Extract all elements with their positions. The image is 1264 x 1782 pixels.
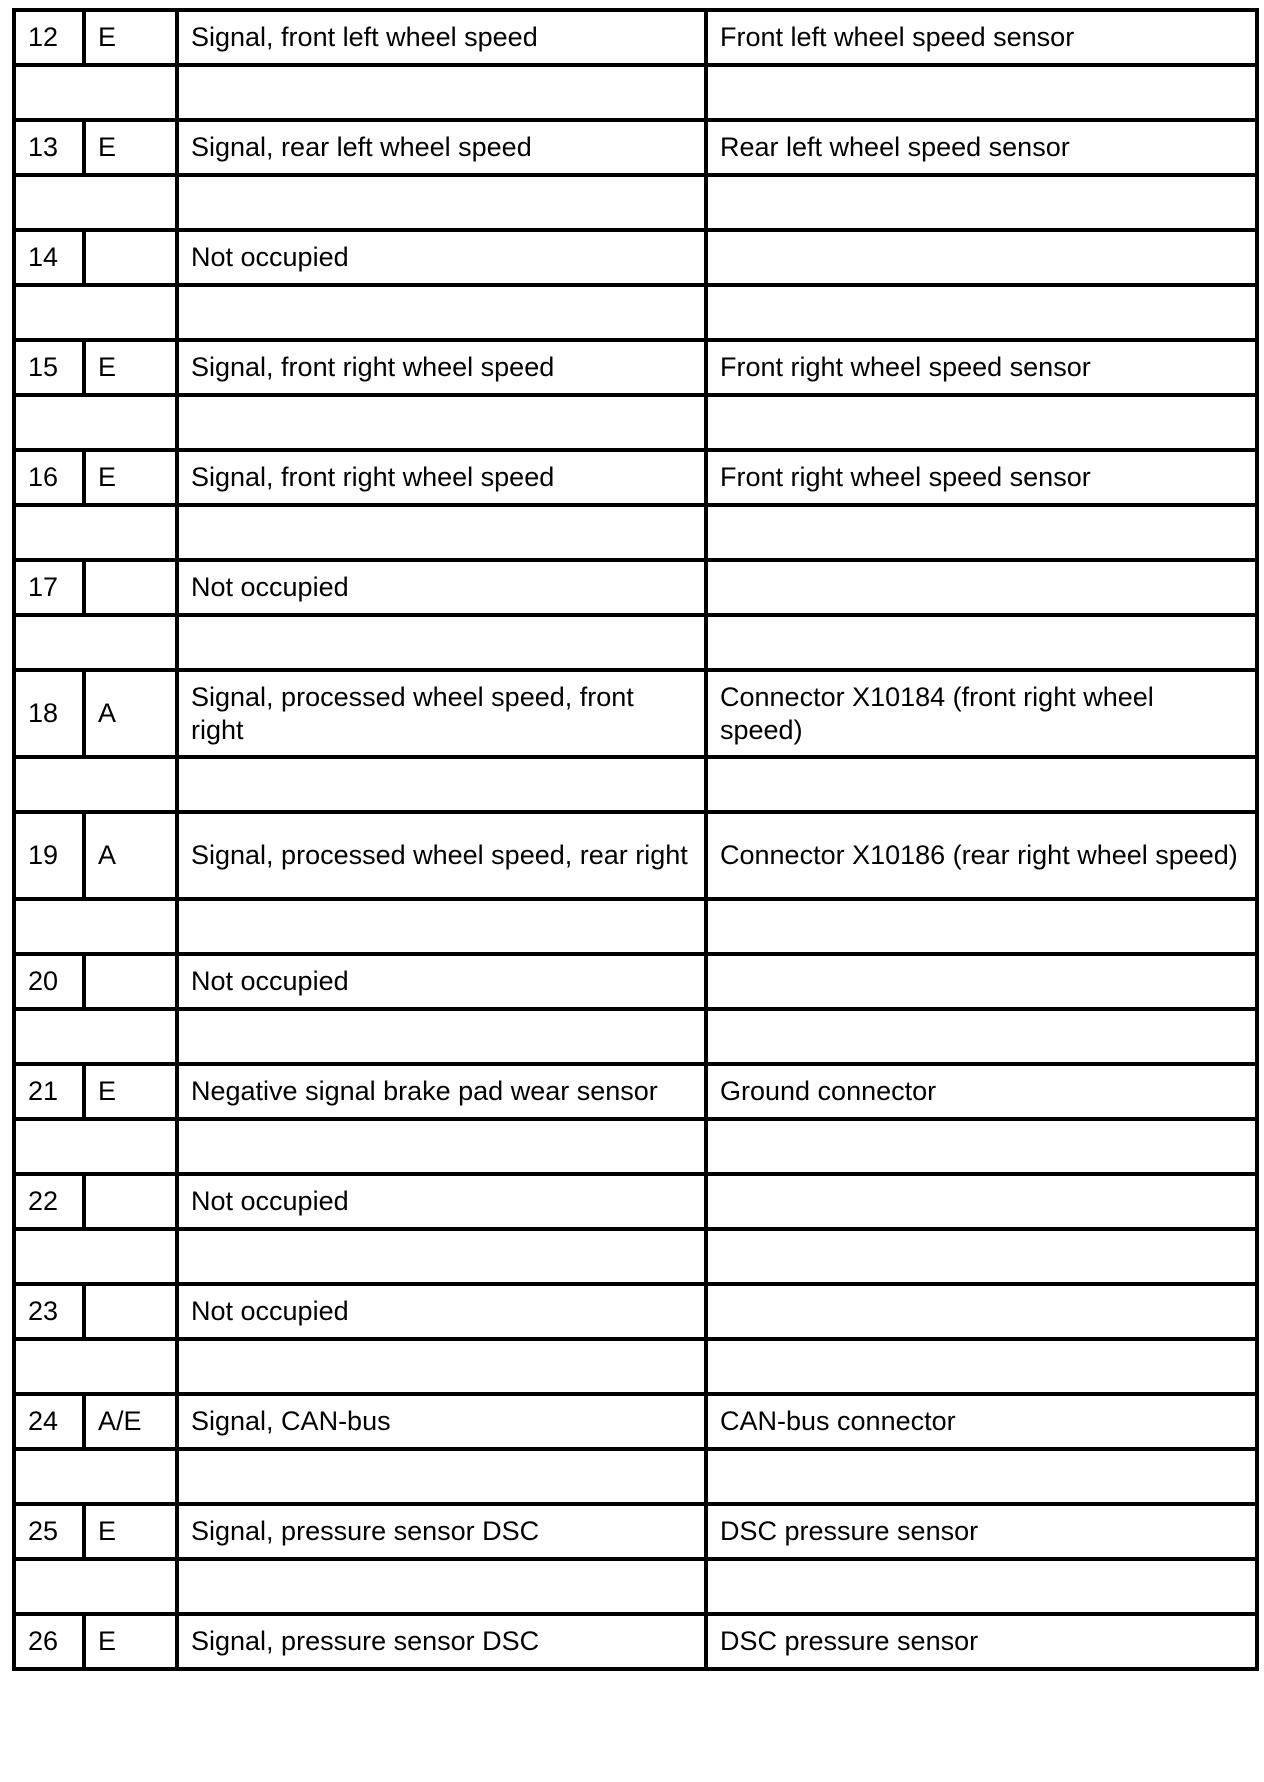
pin-connection: Ground connector [706,1064,1257,1119]
pin-assignment-table [12,8,1259,1671]
pin-description: Signal, pressure sensor DSC [177,1504,706,1559]
pin-description: Signal, processed wheel speed, front right [177,670,706,757]
pin-description: Negative signal brake pad wear sensor [177,1064,706,1119]
pin-number: 18 [14,670,84,757]
spacer-row [14,175,1257,230]
pin-connection [706,560,1257,615]
table-row [14,1284,1257,1339]
spacer-row [14,285,1257,340]
pin-type: A [84,812,177,899]
pin-description: Signal, CAN-bus [177,1394,706,1449]
pin-number: 21 [14,1064,84,1119]
pin-number: 15 [14,340,84,395]
pin-type: E [84,1504,177,1559]
pin-description: Not occupied [177,230,706,285]
table-row [14,954,1257,1009]
pin-number: 25 [14,1504,84,1559]
pin-type: A/E [84,1394,177,1449]
table-row [14,1394,1257,1449]
spacer-row [14,757,1257,812]
pin-description: Signal, front right wheel speed [177,340,706,395]
pin-number: 20 [14,954,84,1009]
table-row [14,450,1257,505]
pin-type: E [84,340,177,395]
table-row [14,10,1257,65]
pin-type [84,230,177,285]
table-row [14,1064,1257,1119]
pin-connection: Rear left wheel speed sensor [706,120,1257,175]
spacer-row [14,1339,1257,1394]
table-row [14,670,1257,757]
table-row [14,340,1257,395]
pin-connection: Front left wheel speed sensor [706,10,1257,65]
pin-type: E [84,10,177,65]
pin-connection: Front right wheel speed sensor [706,340,1257,395]
pin-description: Not occupied [177,560,706,615]
pin-connection: Connector X10186 (rear right wheel speed) [706,812,1257,899]
pin-type: E [84,1614,177,1669]
pin-description: Signal, front right wheel speed [177,450,706,505]
pin-connection: CAN-bus connector [706,1394,1257,1449]
pin-type: A [84,670,177,757]
pin-connection: Connector X10184 (front right wheel speed) [706,670,1257,757]
table-row [14,1614,1257,1669]
pin-description: Not occupied [177,954,706,1009]
spacer-row [14,395,1257,450]
table-row [14,230,1257,285]
pin-number: 13 [14,120,84,175]
table-row [14,1504,1257,1559]
spacer-row [14,899,1257,954]
pin-description: Signal, processed wheel speed, rear right [177,812,706,899]
pin-number: 19 [14,812,84,899]
spacer-row [14,615,1257,670]
pin-type: E [84,120,177,175]
pin-number: 22 [14,1174,84,1229]
pin-number: 12 [14,10,84,65]
spacer-row [14,65,1257,120]
spacer-row [14,505,1257,560]
pin-connection [706,1174,1257,1229]
spacer-row [14,1229,1257,1284]
pin-type [84,1284,177,1339]
spacer-row [14,1559,1257,1614]
pin-type: E [84,450,177,505]
pin-type [84,560,177,615]
table-row [14,812,1257,899]
table-row [14,560,1257,615]
pin-number: 14 [14,230,84,285]
pin-number: 26 [14,1614,84,1669]
pin-description: Signal, front left wheel speed [177,10,706,65]
pin-type: E [84,1064,177,1119]
pin-description: Not occupied [177,1174,706,1229]
pin-description: Signal, rear left wheel speed [177,120,706,175]
pin-connection [706,954,1257,1009]
spacer-row [14,1009,1257,1064]
pin-number: 24 [14,1394,84,1449]
spacer-row [14,1449,1257,1504]
pin-type [84,1174,177,1229]
pin-description: Signal, pressure sensor DSC [177,1614,706,1669]
pin-number: 16 [14,450,84,505]
table-row [14,120,1257,175]
spacer-row [14,1119,1257,1174]
pin-connection [706,230,1257,285]
pin-connection: DSC pressure sensor [706,1614,1257,1669]
pin-connection: DSC pressure sensor [706,1504,1257,1559]
pin-type [84,954,177,1009]
pin-number: 23 [14,1284,84,1339]
pin-connection: Front right wheel speed sensor [706,450,1257,505]
pin-number: 17 [14,560,84,615]
pin-description: Not occupied [177,1284,706,1339]
pin-connection [706,1284,1257,1339]
table-row [14,1174,1257,1229]
